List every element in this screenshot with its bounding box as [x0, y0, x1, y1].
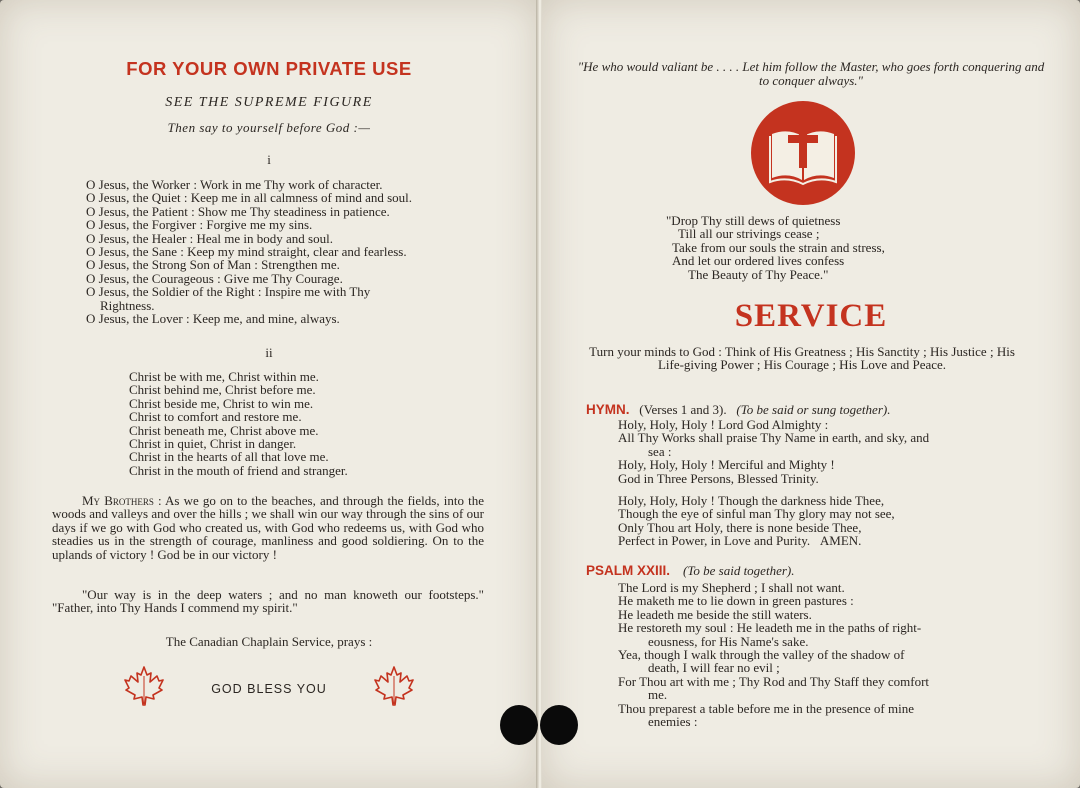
psalm-heading-row	[586, 563, 1036, 579]
hymn-verses-note: (Verses 1 and 3).	[639, 402, 727, 417]
poem-line: Take from our souls the strain and stress,	[672, 239, 885, 255]
litany-line: O Jesus, the Quiet : Keep me in all calmness of mind and soul.	[86, 190, 413, 206]
psalm-line: enemies :	[648, 714, 698, 730]
litany-line: O Jesus, the Courageous : Give me Thy Courage.	[86, 270, 343, 286]
prayer-line: Christ behind me, Christ before me.	[129, 382, 316, 398]
prayer-line: Christ in the hearts of all that love me.	[129, 449, 329, 465]
brothers-text: : As we go on to the beaches, and through the fields, into the woods and valleys and over the hills ; we shall win our way through the sins of our days if we go with God who created us, with God who redeems us, with God who steadies us in the strength of courage, manliness and good soldiering. On to the uplands of victory ! God be in our victory !	[52, 493, 484, 562]
left-page-title: FOR YOUR OWN PRIVATE USE	[126, 58, 412, 79]
left-page	[0, 0, 538, 788]
psalm-line: The Lord is my Shepherd ; I shall not want.	[618, 580, 845, 595]
hymn-label: HYMN.	[586, 402, 630, 417]
hymn-line: Only Thou art Holy, there is none beside Thee,	[618, 519, 862, 535]
psalm-line: eousness, for His Name's sake.	[648, 633, 809, 649]
hymn-line-text: Perfect in Power, in Love and Purity.	[618, 533, 811, 549]
litany-line: O Jesus, the Sane : Keep my mind straight, clear and fearless.	[86, 244, 407, 260]
litany-line: O Jesus, the Soldier of the Right : Inspire me with Thy	[86, 284, 371, 300]
section-one-numeral: i	[267, 152, 271, 167]
psalm-line: For Thou art with me ; Thy Rod and Thy Staff they comfort	[618, 673, 930, 689]
prayer-line: Christ in the mouth of friend and stranger.	[129, 462, 348, 478]
poem-line: Till all our strivings cease ;	[678, 226, 820, 242]
punch-hole	[540, 705, 578, 745]
hymn-instruction: (To be said or sung together).	[736, 402, 891, 417]
hymn-line	[618, 534, 1028, 547]
litany-line: Rightness.	[100, 297, 155, 313]
hymn-verse-one	[618, 418, 1028, 485]
poem-line: The Beauty of Thy Peace."	[688, 266, 829, 282]
hymn-line: All Thy Works shall praise Thy Name in earth, and sky, and	[618, 430, 930, 446]
litany-line: O Jesus, the Worker : Work in me Thy work of character.	[86, 177, 383, 192]
litany-line: O Jesus, the Lover : Keep me, and mine, always.	[86, 311, 340, 327]
hymn-line: God in Three Persons, Blessed Trinity.	[618, 470, 819, 486]
bible-cross-emblem-icon	[750, 100, 856, 206]
psalm-instruction: (To be said together).	[683, 563, 795, 578]
subtitle: SEE THE SUPREME FIGURE	[165, 95, 373, 110]
poem-line: And let our ordered lives confess	[672, 253, 845, 269]
hymn-line: Holy, Holy, Holy ! Lord God Almighty :	[618, 417, 829, 432]
amen: AMEN.	[819, 533, 862, 549]
prayer-line: Christ to comfort and restore me.	[129, 409, 302, 425]
psalm-line: He restoreth my soul : He leadeth me in the paths of right-	[618, 620, 922, 636]
psalm-line: He maketh me to lie down in green pastures :	[618, 593, 854, 609]
psalm-line: death, I will fear no evil ;	[648, 660, 780, 676]
service-title: SERVICE	[734, 298, 888, 334]
prayer-line: Christ beside me, Christ to win me.	[129, 395, 314, 411]
litany-line: O Jesus, the Patient : Show me Thy steadiness in patience.	[86, 203, 390, 219]
prayer-line: Christ in quiet, Christ in danger.	[129, 436, 297, 452]
hymn-line: Holy, Holy, Holy ! Though the darkness hide Thee,	[618, 493, 885, 508]
litany	[86, 178, 486, 325]
section-two-numeral: ii	[265, 345, 273, 360]
psalm-line: Thou preparest a table before me in the presence of mine	[618, 700, 914, 716]
prayer-line: Christ be with me, Christ within me.	[129, 369, 319, 384]
brothers-paragraph	[52, 494, 484, 561]
turn-minds-text: Turn your minds to God : Think of His Greatness ; His Sanctity ; His Justice ; His Life-giving Power ; His Courage ; His Love and Peace.	[589, 344, 1015, 373]
maple-leaf-icon	[372, 664, 416, 708]
instruction: Then say to yourself before God :—	[167, 120, 371, 135]
poem-line: "Drop Thy still dews of quietness	[666, 213, 841, 228]
top-quote: "He who would valiant be . . . . Let him follow the Master, who goes forth conquering and to conquer always."	[577, 59, 1045, 88]
litany-line: O Jesus, the Healer : Heal me in body and soul.	[86, 230, 333, 246]
deep-waters-text: "Our way is in the deep waters ; and no man knoweth our footsteps." "Father, into Thy Hands I commend my spirit."	[52, 587, 484, 616]
hymn-heading-row	[586, 402, 1036, 418]
litany-line: O Jesus, the Forgiver : Forgive me my sins.	[86, 217, 313, 233]
blessing: GOD BLESS YOU	[211, 682, 327, 696]
maple-leaf-icon	[122, 664, 166, 708]
prayer-line: Christ beneath me, Christ above me.	[129, 422, 319, 438]
hymn-line: Holy, Holy, Holy ! Merciful and Mighty !	[618, 457, 835, 473]
psalm-line: me.	[648, 687, 668, 703]
hymn-line: sea :	[648, 443, 672, 459]
psalm-line: Yea, though I walk through the valley of the shadow of	[618, 647, 905, 663]
psalm-label: PSALM XXIII.	[586, 563, 671, 578]
deep-waters-paragraph	[52, 588, 484, 615]
hymn-verse-two	[618, 494, 1028, 548]
litany-line: O Jesus, the Strong Son of Man : Strengthen me.	[86, 257, 340, 273]
quietness-poem	[666, 214, 986, 281]
psalm-line: He leadeth me beside the still waters.	[618, 606, 812, 622]
hymn-line: Though the eye of sinful man Thy glory may not see,	[618, 506, 895, 522]
prayer	[129, 370, 469, 477]
chaplain-line: The Canadian Chaplain Service, prays :	[165, 634, 373, 649]
psalm-text	[618, 581, 1028, 728]
brothers-salutation: My Brothers	[82, 493, 154, 508]
punch-hole	[500, 705, 538, 745]
right-page	[542, 0, 1080, 788]
